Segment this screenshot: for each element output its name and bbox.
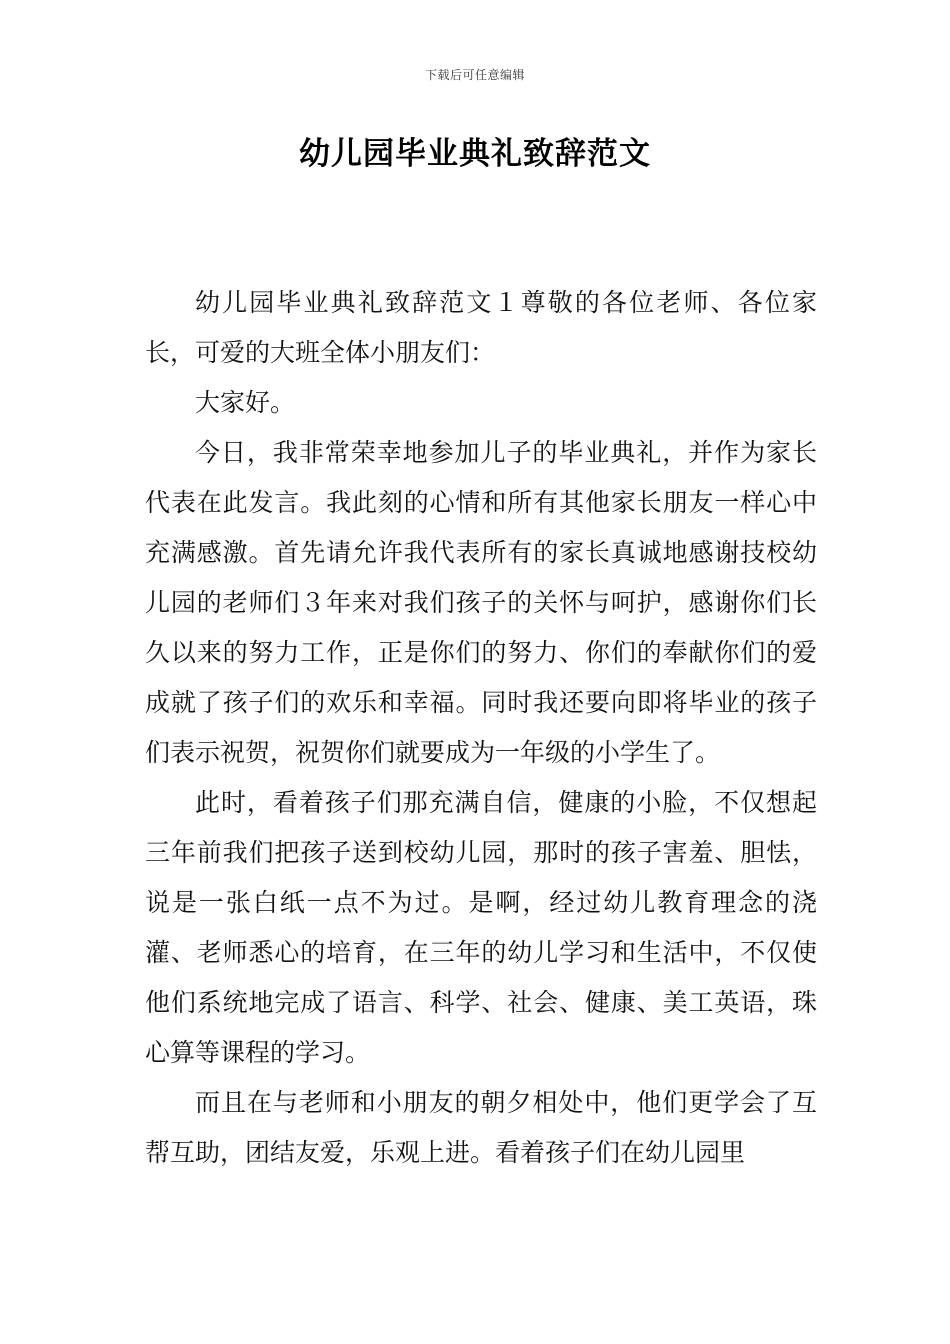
paragraph-1: 幼儿园毕业典礼致辞范文１尊敬的各位老师、各位家长，可爱的大班全体小朋友们： <box>145 288 817 367</box>
document-body <box>145 278 817 1178</box>
paragraph-4: 此时，看着孩子们那充满自信，健康的小脸，不仅想起三年前我们把孩子送到校幼儿园，那时的孩子害羞、胆怯，说是一张白纸一点不为过。是啊，经过幼儿教育理念的浇灌、老师悉心的培育，在三年的幼儿学习和生活中，不仅使他们系统地完成了语言、科学、社会、健康、美工英语，珠心算等课程的学习。 <box>145 788 817 1067</box>
paragraph-3: 今日，我非常荣幸地参加儿子的毕业典礼，并作为家长代表在此发言。我此刻的心情和所有其他家长朋友一样心中充满感激。首先请允许我代表所有的家长真诚地感谢技校幼儿园的老师们３年来对我们孩子的关怀与呵护，感谢你们长久以来的努力工作，正是你们的努力、你们的奉献你们的爱成就了孩子们的欢乐和幸福。同时我还要向即将毕业的孩子们表示祝贺，祝贺你们就要成为一年级的小学生了。 <box>145 438 817 767</box>
paragraph-5: 而且在与老师和小朋友的朝夕相处中，他们更学会了互帮互助，团结友爱，乐观上进。看着孩子们在幼儿园里 <box>145 1088 817 1167</box>
paragraph-2: 大家好。 <box>195 388 296 417</box>
document-title: 幼儿园毕业典礼致辞范文 <box>299 136 651 172</box>
header-note: 下载后可任意编辑 <box>424 68 525 82</box>
